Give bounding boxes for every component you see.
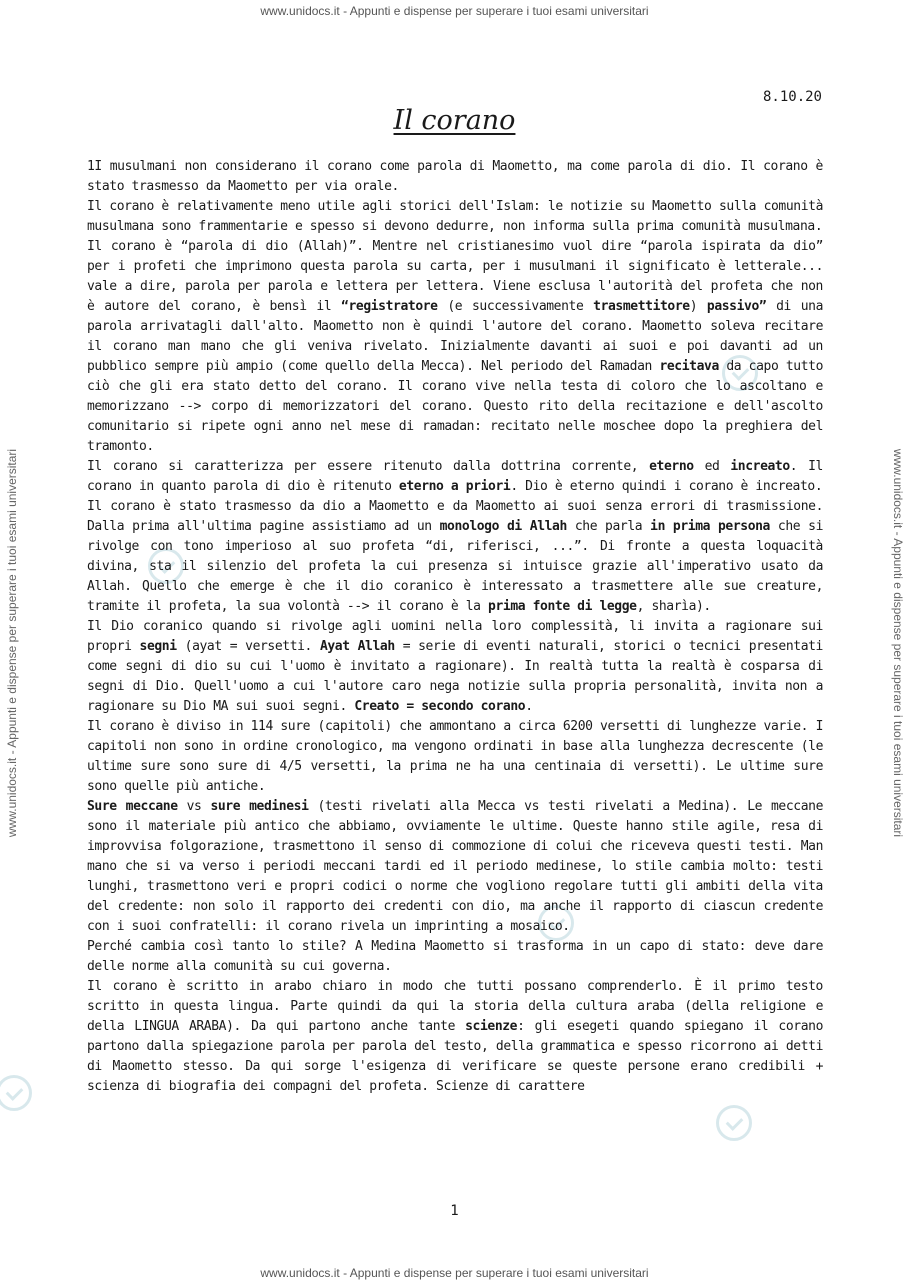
paragraph-text: , sharìa). bbox=[636, 599, 711, 614]
paragraph-text: (testi rivelati alla Mecca vs testi rivelati a Medina). Le meccane sono il materiale più antico che abbiamo, ovviamente le ultime. Queste hanno stile agile, resa di improvvisa folgorazione, trasmettono il senso di commozione di colui che riceveva questi testi. Man mano che si va verso i periodi meccani tardi ed il periodo medinese, lo stile cambia molto: testi lunghi, trasmettono veri e propri codici o norme che vogliono regolare tutti gli ambiti della vita del credente: non solo il rapporto dei credenti con dio, ma anche il rapporto di ciascun credente con i suoi confratelli: il corano rivela un imprinting a mosaico. bbox=[87, 799, 823, 934]
paragraph-text: Il corano è relativamente meno utile agli storici dell'Islam: le notizie su Maometto sulla comunità musulmana sono frammentarie e spesso si devono dedurre, non informa sulla prima comunità musulmana. bbox=[87, 199, 823, 234]
watermark-top: www.unidocs.it - Appunti e dispense per superare i tuoi esami universitari bbox=[260, 4, 649, 18]
paragraph bbox=[87, 197, 823, 237]
paragraph-text: Il corano è diviso in 114 sure (capitoli) che ammontano a circa 6200 versetti di lunghezze varie. I capitoli non sono in ordine cronologico, ma vengono ordinati in base alla lunghezza decrescente (le ultime sure sono sure di 4/5 versetti, la prima ne ha una centinaia di versetti). Le ultime sure sono quelle più antiche. bbox=[87, 719, 823, 794]
paragraph-text: Il corano è stato trasmesso da dio a Maometto e da Maometto ai suoi senza errori di trasmissione. Dalla prima all'ultima pagine assistiamo ad un bbox=[87, 499, 823, 534]
paragraph-text: 1I musulmani non considerano il corano come parola di Maometto, ma come parola di dio. Il corano è stato trasmesso da Maometto per via orale. bbox=[87, 159, 823, 194]
paragraph-text: Il Dio coranico quando si rivolge agli uomini nella loro complessità, li invita a ragionare sui propri bbox=[87, 619, 823, 654]
paragraph-text: ed bbox=[693, 459, 731, 474]
paragraph bbox=[87, 157, 823, 197]
paragraph bbox=[87, 717, 823, 797]
paragraph-text: Il corano si caratterizza per essere ritenuto dalla dottrina corrente, bbox=[87, 459, 650, 474]
bold-term: Creato = secondo corano bbox=[354, 699, 526, 714]
paragraph-text: vs bbox=[177, 799, 211, 814]
bold-term: trasmettitore bbox=[593, 299, 690, 314]
paragraph bbox=[87, 497, 823, 617]
paragraph-text: Perché cambia così tanto lo stile? A Medina Maometto si trasforma in un capo di stato: deve dare delle norme alla comunità su cui governa. bbox=[87, 939, 823, 974]
document-date: 8.10.20 bbox=[762, 89, 822, 105]
bold-term: increato bbox=[730, 459, 790, 474]
paragraph-text: . Il corano in quanto parola di dio è ritenuto bbox=[87, 459, 823, 494]
bold-term: in prima persona bbox=[650, 519, 770, 534]
bold-term: prima fonte di legge bbox=[488, 599, 637, 614]
watermark-left: www.unidocs.it - Appunti e dispense per superare i tuoi esami universitari bbox=[5, 448, 19, 838]
watermark-bottom: www.unidocs.it - Appunti e dispense per superare i tuoi esami universitari bbox=[260, 1266, 649, 1280]
paragraph bbox=[87, 457, 823, 497]
paragraph-text: che parla bbox=[566, 519, 651, 534]
bold-term: eterno a priori bbox=[398, 479, 511, 494]
bold-term: recitava bbox=[659, 359, 719, 374]
paragraph bbox=[87, 237, 823, 457]
paragraph-text: Il corano è scritto in arabo chiaro in modo che tutti possano comprenderlo. È il primo testo scritto in questa lingua. Parte quindi da qui la storia della cultura araba (della religione e della LINGUA ARABA). Da qui partono anche tante bbox=[87, 979, 823, 1034]
paragraph-text: (e successivamente bbox=[437, 299, 594, 314]
bold-term: Sure meccane bbox=[87, 799, 178, 814]
paragraph bbox=[87, 617, 823, 717]
paragraph-text: ) bbox=[689, 299, 707, 314]
watermark-right: www.unidocs.it - Appunti e dispense per superare i tuoi esami universitari bbox=[891, 448, 905, 838]
bold-term: “registratore bbox=[341, 299, 438, 314]
bold-term: scienze bbox=[465, 1019, 518, 1034]
bold-term: monologo di Allah bbox=[439, 519, 567, 534]
paragraph-text: Il corano è “parola di dio (Allah)”. Mentre nel cristianesimo vuol dire “parola ispirata da dio” per i profeti che imprimono questa parola su carta, per i musulmani il significato è letterale... vale a dire, parola per parola e lettera per lettera. Viene esclusa l'autorità del profeta che non è autore del corano, è bensì il bbox=[87, 239, 823, 314]
paragraph bbox=[87, 937, 823, 977]
bold-term: passivo” bbox=[706, 299, 767, 314]
paragraph-text: = serie di eventi naturali, storici o tecnici presentati come segni di dio su cui l'uomo è invitato a ragionare). In realtà tutta la realtà è cosparsa di segni di Dio. Quell'uomo a cui l'autore caro nega notizie sulla propria personalità, invita non a ragionare su Dio MA sui suoi segni. bbox=[87, 639, 823, 714]
paragraph-text: : gli esegeti quando spiegano il corano partono dalla spiegazione parola per parola del testo, della grammatica e spesso ricorrono ai detti di Maometto stesso. Da qui sorge l'esigenza di verificare se queste persone erano credibili + scienza di biografia dei compagni del profeta. Scienze di carattere bbox=[87, 1019, 823, 1094]
bold-term: eterno bbox=[649, 459, 694, 474]
paragraph-text: da capo tutto ciò che gli era stato detto del corano. Il corano vive nella testa di coloro che lo ascoltano e memorizzano --> corpo di memorizzatori del corano. Questo rito della recitazione e dell'ascolto comunitario si ripete ogni anno nel mese di ramadan: recitato nelle moschee dopo la preghiera del tramonto. bbox=[87, 359, 823, 454]
bold-term: segni bbox=[139, 639, 177, 654]
paragraph-text: (ayat = versetti. bbox=[176, 639, 320, 654]
watermark-logo-icon bbox=[0, 1075, 32, 1111]
paragraph-text: di una parola arrivatagli dall'alto. Maometto non è quindi l'autore del corano. Maometto soleva recitare il corano man mano che gli veniva rivelato. Inizialmente davanti ai suoi e poi davanti ad un pubblico sempre più ampio (come quello della Mecca). Nel periodo del Ramadan bbox=[87, 299, 823, 374]
paragraph bbox=[87, 797, 823, 937]
document-body bbox=[87, 157, 823, 1204]
paragraph-text: . Dio è eterno quindi i corano è increato. bbox=[510, 479, 823, 494]
bold-term: sure medinesi bbox=[210, 799, 309, 814]
paragraph bbox=[87, 977, 823, 1097]
paragraph-text: . bbox=[525, 699, 533, 714]
paragraph-text: che si rivolge con tono imperioso al suo profeta “di, riferisci, ...”. Di fronte a questa loquacità divina, sta il silenzio del profeta la cui presenza si intuisce grazie all'imperativo usato da Allah. Quello che emerge è che il dio coranico è interessato a trasmettere alle sue creature, tramite il profeta, la sua volontà --> il corano è la bbox=[87, 519, 823, 614]
bold-term: Ayat Allah bbox=[319, 639, 395, 654]
page-number: 1 bbox=[450, 1203, 459, 1219]
document-title: Il corano bbox=[393, 105, 516, 136]
